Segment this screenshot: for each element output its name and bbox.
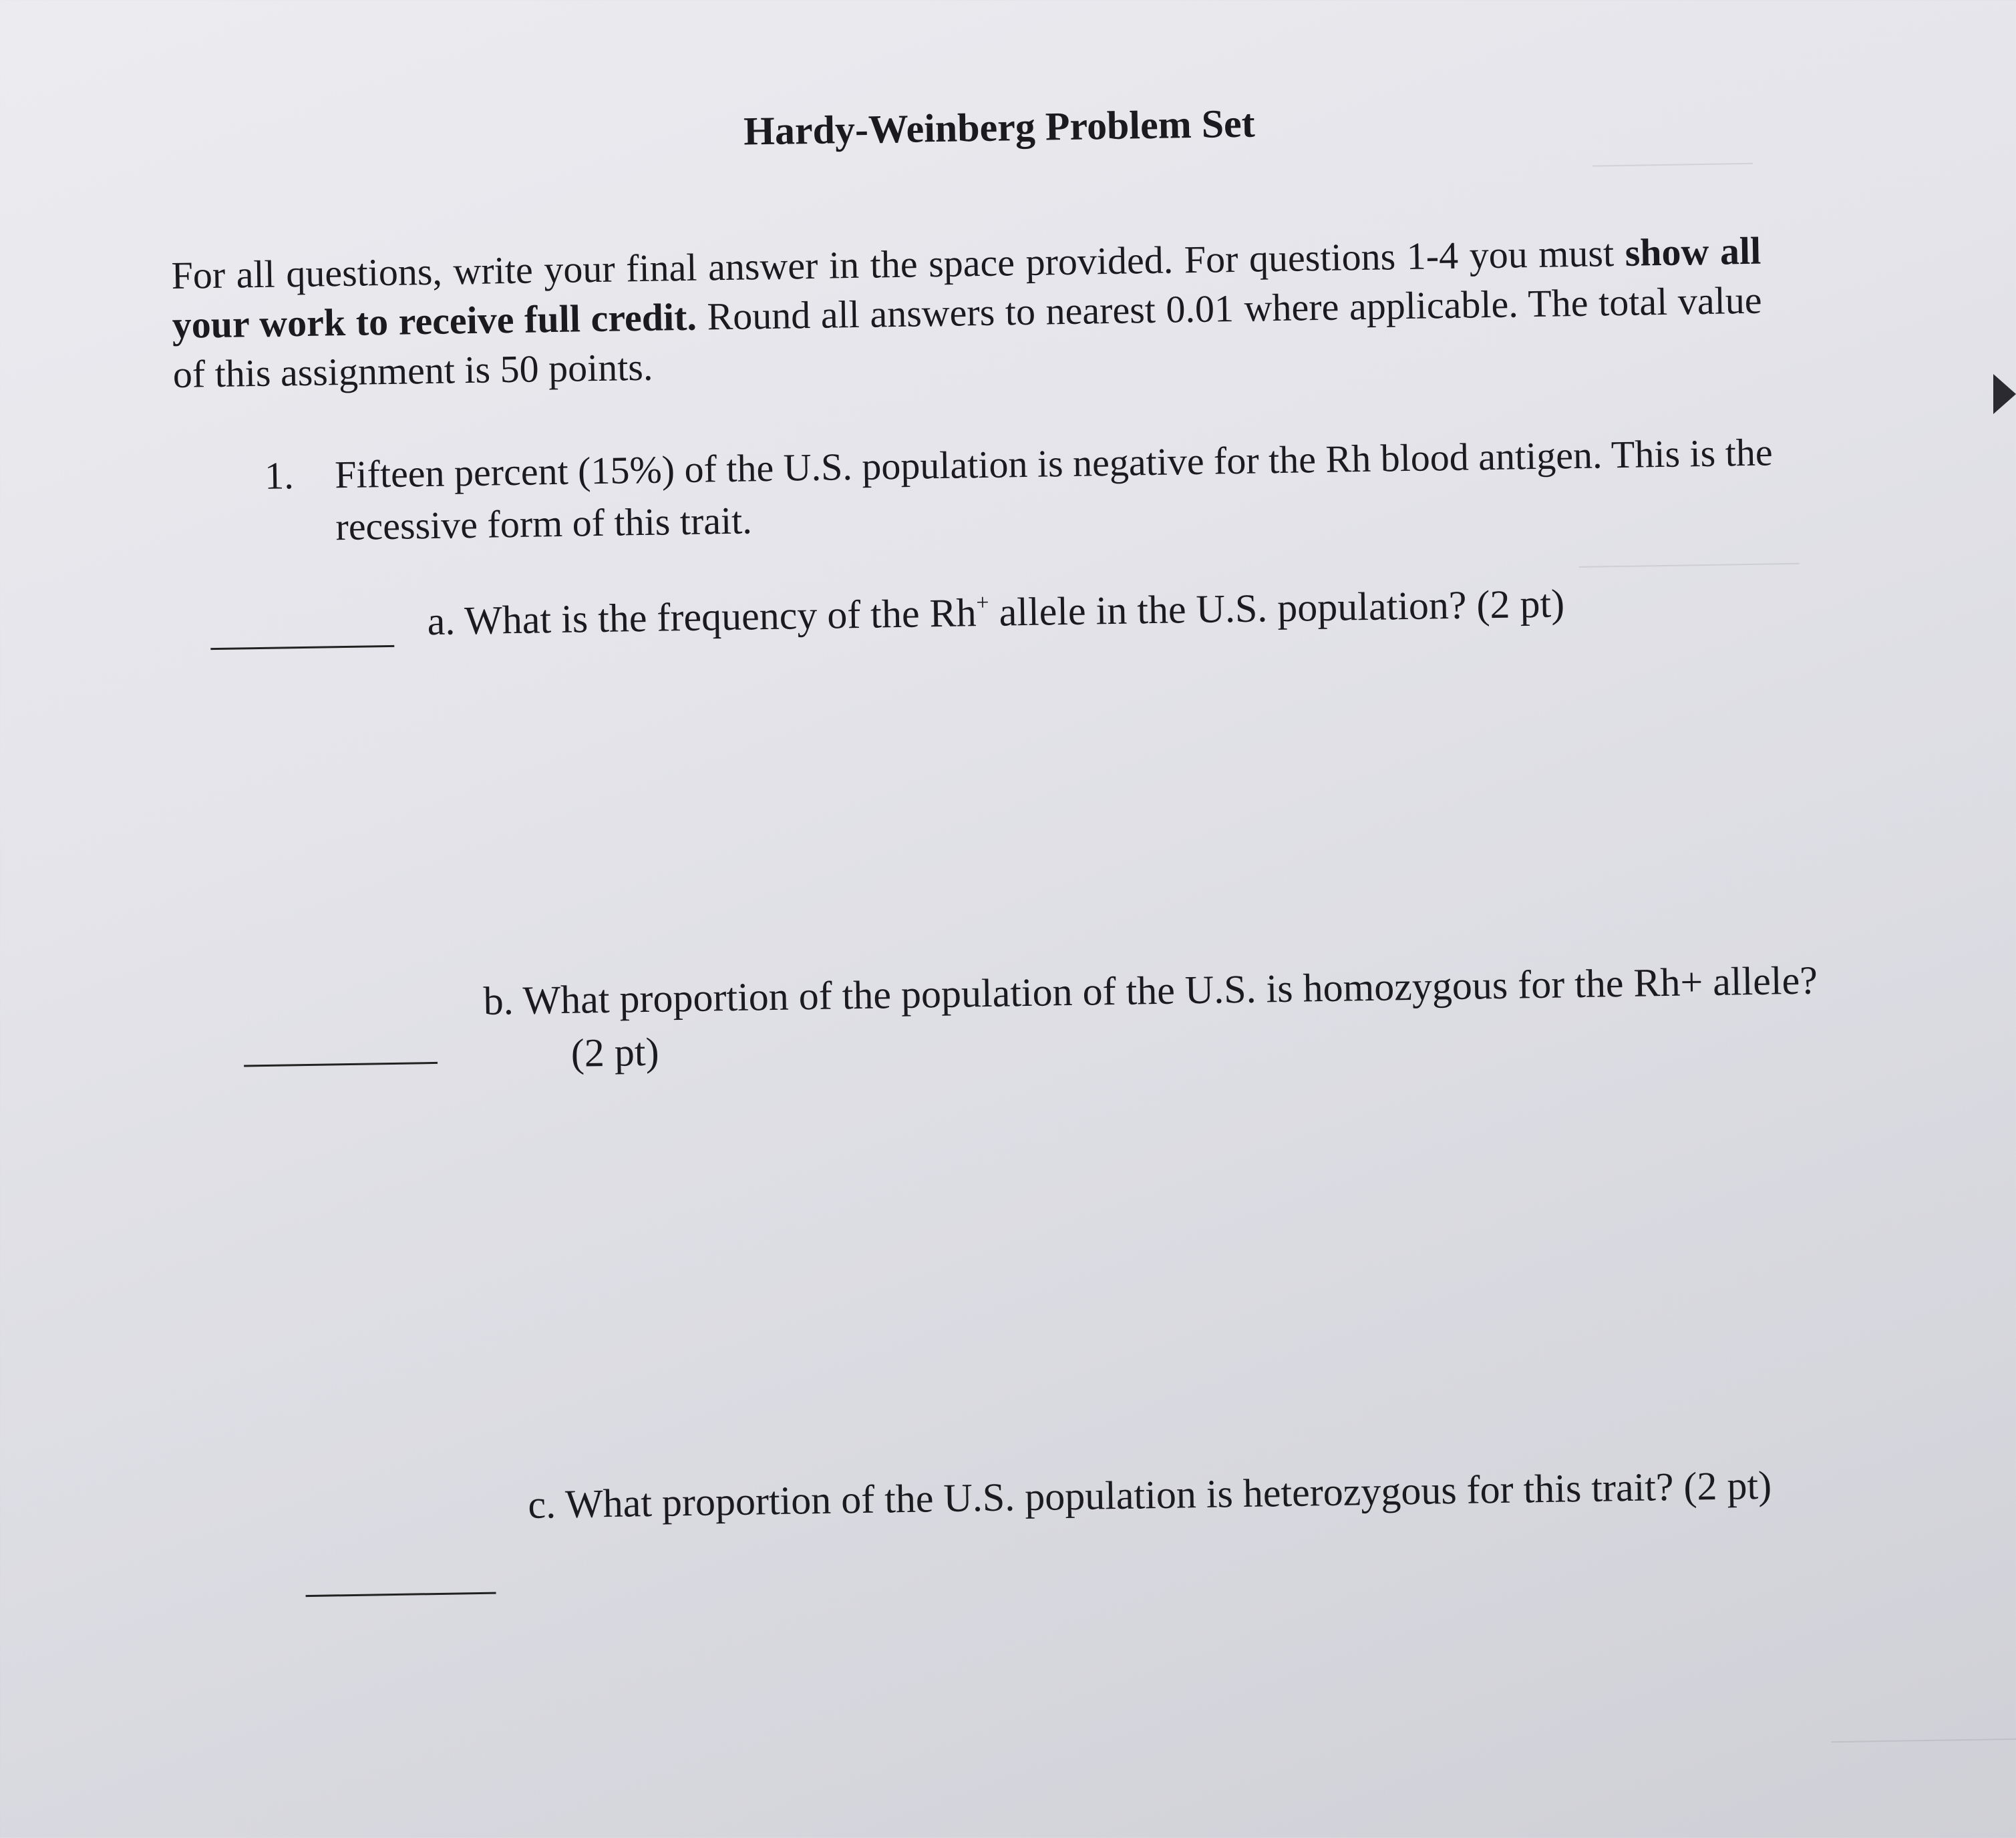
question-number: 1.	[264, 453, 295, 498]
subquestion-c-text: c. What proportion of the U.S. population is heterozygous for this trait? (2 pt)	[527, 1463, 1772, 1527]
subquestion-b-line1: b. What proportion of the population of the U.S. is homozygous for the Rh+ allele?	[483, 958, 1818, 1023]
subquestion-a	[427, 576, 1565, 648]
instructions-bold-text: show all your work to receive full credit.	[172, 228, 1761, 347]
answer-line-b[interactable]	[244, 1062, 438, 1067]
answer-line-a[interactable]	[210, 645, 394, 650]
instructions-text-2: Round all answers to nearest 0.01 where applicable. The total value of this assignment is 50 points.	[172, 278, 1762, 396]
bleed-through-line	[1579, 563, 1800, 568]
page-edge-arrow-icon	[1993, 374, 2016, 414]
superscript-plus: +	[976, 590, 989, 616]
subquestion-c	[528, 1459, 1772, 1531]
bleed-through-line	[1592, 163, 1753, 167]
question-1	[265, 426, 1796, 554]
instructions-text-1: For all questions, write your final answer in the space provided. For questions 1-4 you must	[171, 230, 1626, 298]
answer-line-c[interactable]	[306, 1592, 496, 1597]
bleed-through-line	[1831, 1738, 2016, 1743]
page-title: Hardy-Weinberg Problem Set	[743, 101, 1256, 154]
subquestion-a-suffix: allele in the U.S. population? (2 pt)	[989, 581, 1565, 634]
question-text: Fifteen percent (15%) of the U.S. population is negative for the Rh blood antigen. This is the recessive form of this trait.	[334, 430, 1774, 549]
subquestion-b-line2: (2 pt)	[570, 1029, 660, 1075]
subquestion-b	[483, 952, 1887, 1081]
subquestion-a-prefix: a. What is the frequency of the Rh	[427, 590, 977, 644]
instructions-paragraph	[171, 226, 1763, 399]
